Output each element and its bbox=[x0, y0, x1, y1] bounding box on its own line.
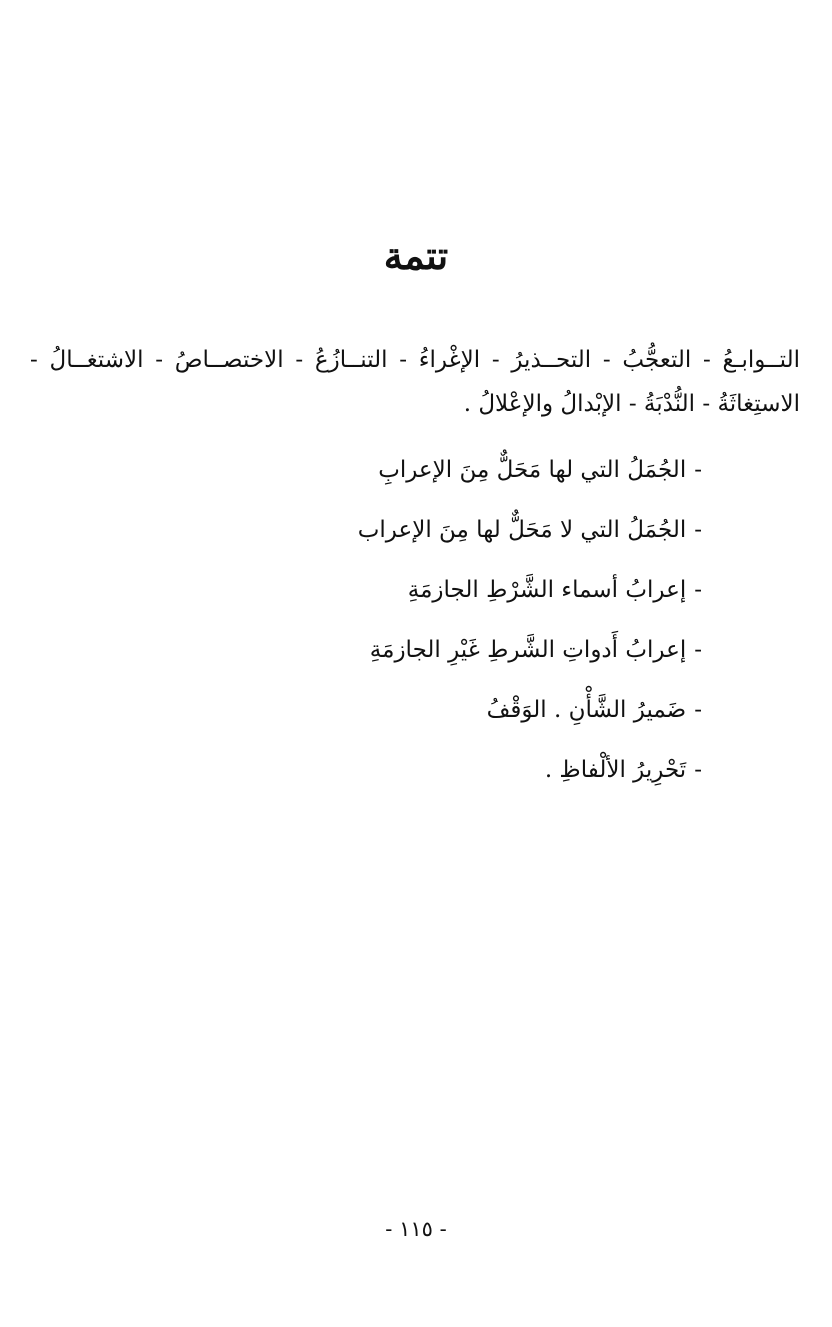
topics-list bbox=[102, 448, 702, 808]
list-item-text: إعرابُ أَدواتِ الشَّرطِ غَيْرِ الجازمَةِ bbox=[369, 637, 687, 663]
list-item-text: الجُمَلُ التي لا مَحَلٌّ لها مِنَ الإعراب bbox=[357, 517, 687, 543]
list-item bbox=[102, 748, 702, 808]
list-bullet-dash: - bbox=[694, 577, 702, 603]
section-title: تتمة bbox=[383, 233, 449, 278]
page-number: - ١١٥ - bbox=[385, 1217, 447, 1241]
list-bullet-dash: - bbox=[694, 457, 702, 483]
list-bullet-dash: - bbox=[694, 697, 702, 723]
intro-paragraph: التــوابـعُ - التعجُّبُ - التحــذيرُ - الإغْراءُ - التنــازُعُ - الاختصــاصُ - الاشتغــالُ - الاستِغاثَةُ - النُّدْبَةُ - الإبْدالُ والإعْلالُ . bbox=[30, 347, 800, 417]
list-bullet-dash: - bbox=[694, 517, 702, 543]
list-item bbox=[102, 508, 702, 568]
list-item bbox=[102, 628, 702, 688]
list-item-text: إعرابُ أسماء الشَّرْطِ الجازمَةِ bbox=[407, 577, 687, 603]
list-item-text: الجُمَلُ التي لها مَحَلٌّ مِنَ الإعرابِ bbox=[378, 457, 687, 483]
list-bullet-dash: - bbox=[694, 637, 702, 663]
list-item-text: تَحْرِيرُ الألْفاظِ . bbox=[544, 757, 687, 783]
list-item-text: ضَميرُ الشَّأْنِ . الوَقْفُ bbox=[486, 697, 687, 723]
list-item bbox=[102, 568, 702, 628]
list-bullet-dash: - bbox=[694, 757, 702, 783]
list-item bbox=[102, 448, 702, 508]
list-item bbox=[102, 688, 702, 748]
